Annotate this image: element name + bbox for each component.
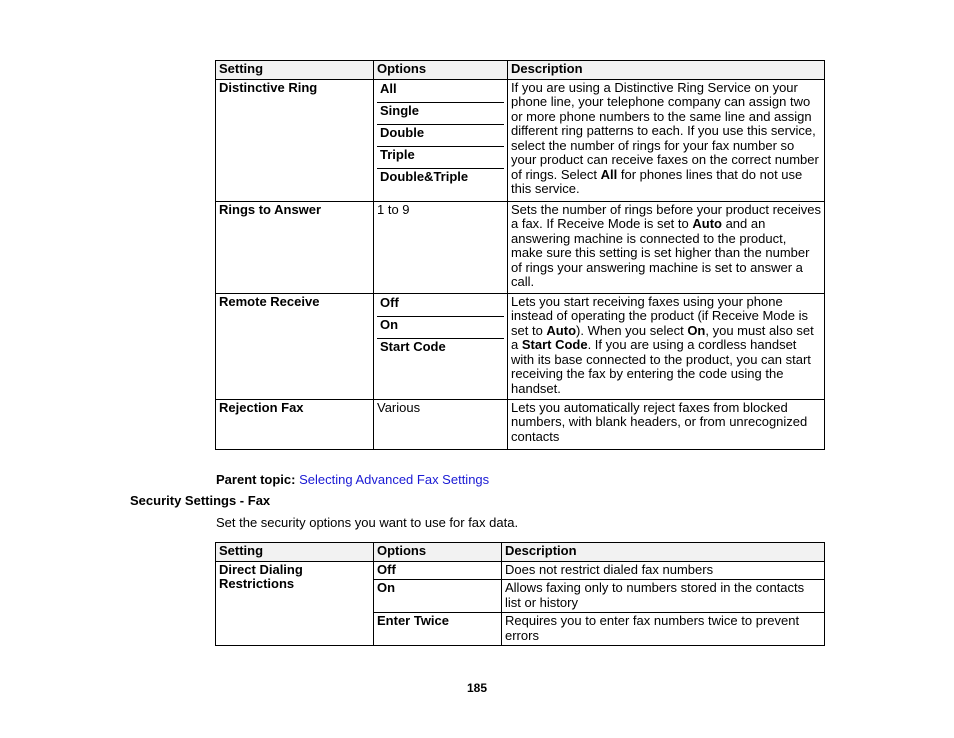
options-cell — [374, 293, 508, 399]
setting-direct-dialing-restrictions: Direct Dialing Restrictions — [216, 561, 374, 646]
table-header-row — [216, 61, 825, 80]
column-header-description: Description — [508, 61, 825, 80]
description-remote-receive: Lets you start receiving faxes using your phone instead of operating the product (if Receive Mode is set to Auto). When you select On, you must also set a Start Code. If you are using a cordless handset with its base connected to the product, you can start receiving the fax by entering the code using the handset. — [508, 293, 825, 399]
parent-topic-link[interactable]: Selecting Advanced Fax Settings — [299, 472, 490, 487]
section-heading: Security Settings - Fax — [130, 493, 271, 508]
option-on: On — [377, 317, 504, 339]
option-range: 1 to 9 — [374, 201, 508, 293]
column-header-options: Options — [374, 543, 502, 562]
column-header-description: Description — [502, 543, 825, 562]
option-all: All — [377, 81, 504, 103]
table-row — [216, 561, 825, 580]
description-rejection-fax: Lets you automatically reject faxes from blocked numbers, with blank headers, or from unrecognized contacts — [508, 399, 825, 449]
column-header-setting: Setting — [216, 61, 374, 80]
option-start-code: Start Code — [380, 338, 446, 354]
description-distinctive-ring: If you are using a Distinctive Ring Service on your phone line, your telephone company can assign two or more phone numbers to the same line and assign different ring patterns to each. If you use this service, select the number of rings for your fax number so your product can receive faxes on the correct number of rings. Select All for phones lines that do not use this service. — [508, 79, 825, 201]
table-row — [216, 201, 825, 293]
parent-topic — [216, 473, 489, 488]
description-enter-twice: Requires you to enter fax numbers twice to prevent errors — [502, 613, 825, 646]
security-settings-table — [215, 542, 825, 646]
table-row — [216, 293, 825, 399]
option-double-triple: Double&Triple — [380, 168, 469, 184]
option-off: Off — [374, 561, 502, 580]
fax-settings-table — [215, 60, 825, 450]
column-header-setting: Setting — [216, 543, 374, 562]
description-off: Does not restrict dialed fax numbers — [502, 561, 825, 580]
setting-rejection-fax: Rejection Fax — [216, 399, 374, 449]
options-cell — [374, 79, 508, 201]
description-rings-to-answer: Sets the number of rings before your product receives a fax. If Receive Mode is set to Auto and an answering machine is connected to the product, make sure this setting is set higher than the number of rings your answering machine is set to answer a call. — [508, 201, 825, 293]
table-header-row — [216, 543, 825, 562]
option-double: Double — [377, 125, 504, 147]
intro-text: Set the security options you want to use for fax data. — [216, 515, 519, 530]
option-off: Off — [377, 295, 504, 317]
description-on: Allows faxing only to numbers stored in the contacts list or history — [502, 580, 825, 613]
parent-topic-label: Parent topic: — [216, 472, 296, 487]
setting-distinctive-ring: Distinctive Ring — [216, 79, 374, 201]
page-number: 185 — [466, 681, 488, 695]
option-on: On — [374, 580, 502, 613]
setting-remote-receive: Remote Receive — [216, 293, 374, 399]
column-header-options: Options — [374, 61, 508, 80]
option-single: Single — [377, 103, 504, 125]
option-triple: Triple — [377, 147, 504, 169]
table-row — [216, 79, 825, 201]
option-enter-twice: Enter Twice — [374, 613, 502, 646]
option-various: Various — [374, 399, 508, 449]
table-row — [216, 399, 825, 449]
setting-rings-to-answer: Rings to Answer — [216, 201, 374, 293]
